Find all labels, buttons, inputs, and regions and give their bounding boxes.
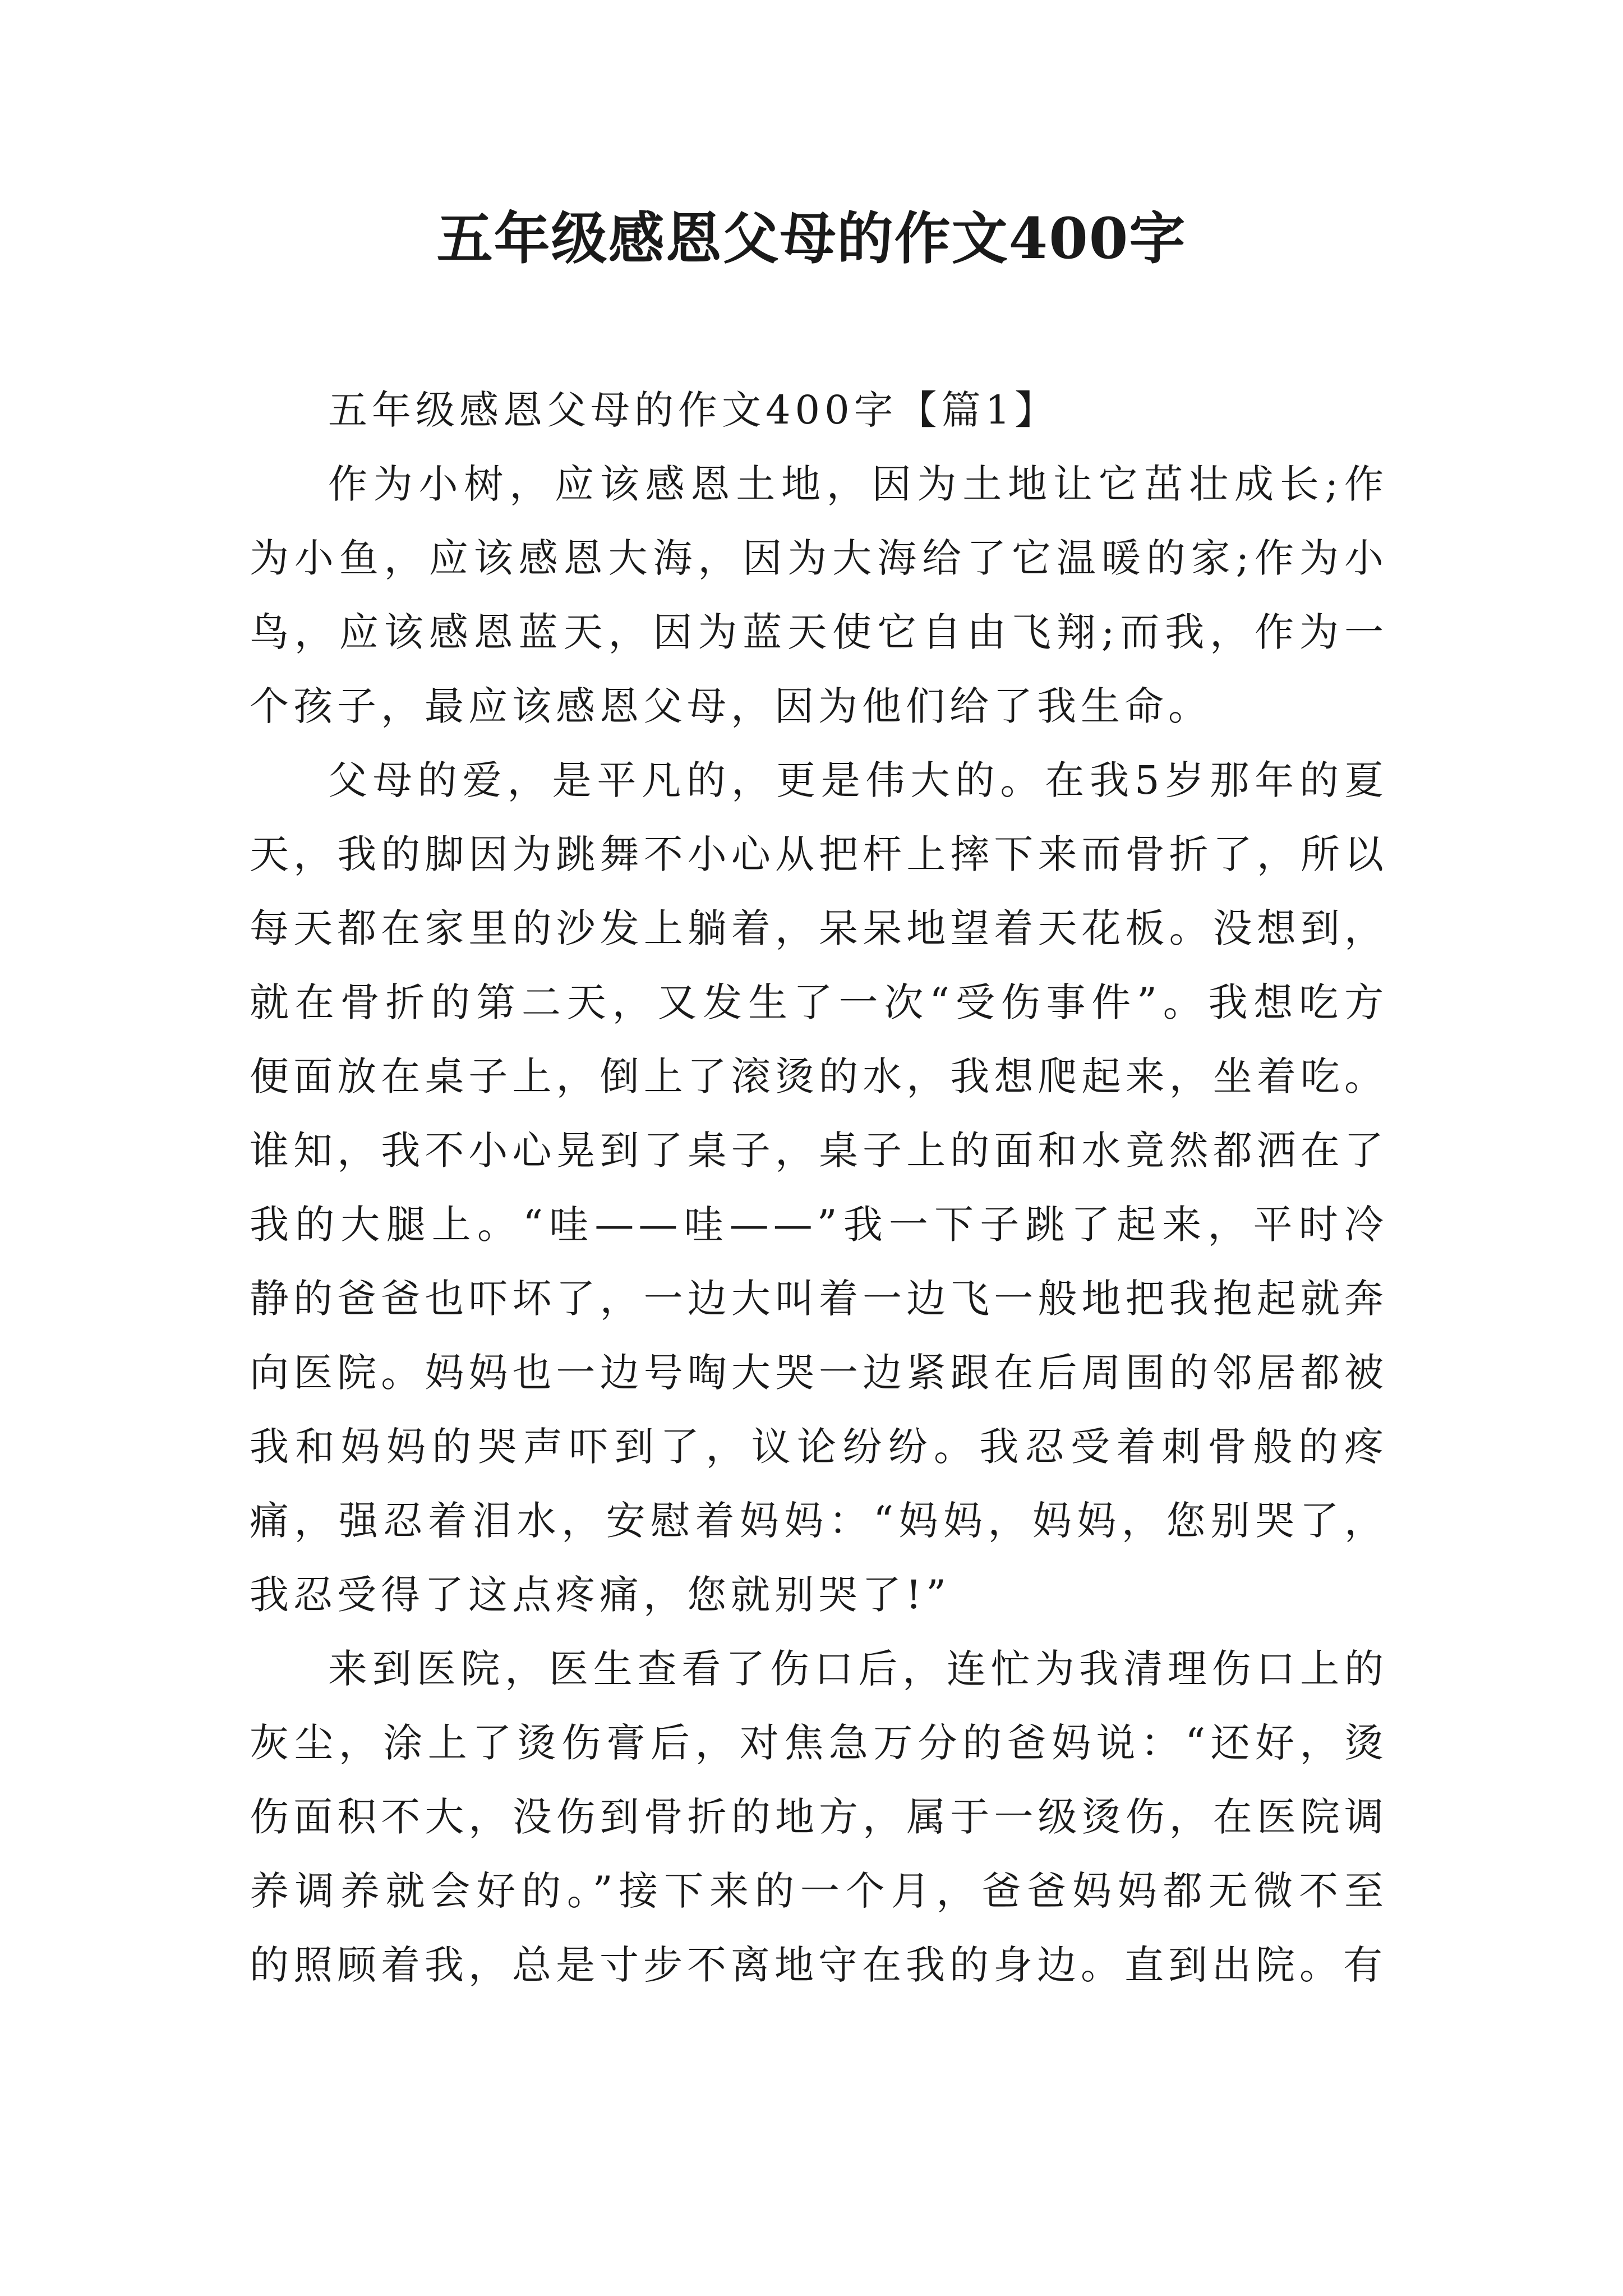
document-body xyxy=(250,373,1388,2002)
paragraph: 父母的爱，是平凡的，更是伟大的。在我5岁那年的夏天，我的脚因为跳舞不小心从把杆上摔下来而骨折了，所以每天都在家里的沙发上躺着，呆呆地望着天花板。没想到，就在骨折的第二天，又发生了一次“受伤事件”。我想吃方便面放在桌子上，倒上了滚烫的水，我想爬起来，坐着吃。谁知，我不小心晃到了桌子，桌子上的面和水竟然都洒在了我的大腿上。“哇——哇——”我一下子跳了起来，平时冷静的爸爸也吓坏了，一边大叫着一边飞一般地把我抱起就奔向医院。妈妈也一边号啕大哭一边紧跟在后周围的邻居都被我和妈妈的哭声吓到了，议论纷纷。我忍受着刺骨般的疼痛，强忍着泪水，安慰着妈妈：“妈妈，妈妈，您别哭了，我忍受得了这点疼痛，您就别哭了!” xyxy=(250,757,1388,1618)
document-title: 五年级感恩父母的作文400字 xyxy=(436,205,1187,272)
paragraph: 作为小树，应该感恩土地，因为土地让它茁壮成长;作为小鱼，应该感恩大海，因为大海给了它温暖的家;作为小鸟，应该感恩蓝天，因为蓝天使它自由飞翔;而我，作为一个孩子，最应该感恩父母，因为他们给了我生命。 xyxy=(250,461,1388,729)
section-heading: 五年级感恩父母的作文400字【篇1】 xyxy=(328,387,1059,433)
paragraph: 来到医院，医生查看了伤口后，连忙为我清理伤口上的灰尘，涂上了烫伤膏后，对焦急万分的爸妈说：“还好，烫伤面积不大，没伤到骨折的地方，属于一级烫伤，在医院调养调养就会好的。”接下来的一个月，爸爸妈妈都无微不至的照顾着我，总是寸步不离地守在我的身边。直到出院。有 xyxy=(250,1646,1388,1988)
